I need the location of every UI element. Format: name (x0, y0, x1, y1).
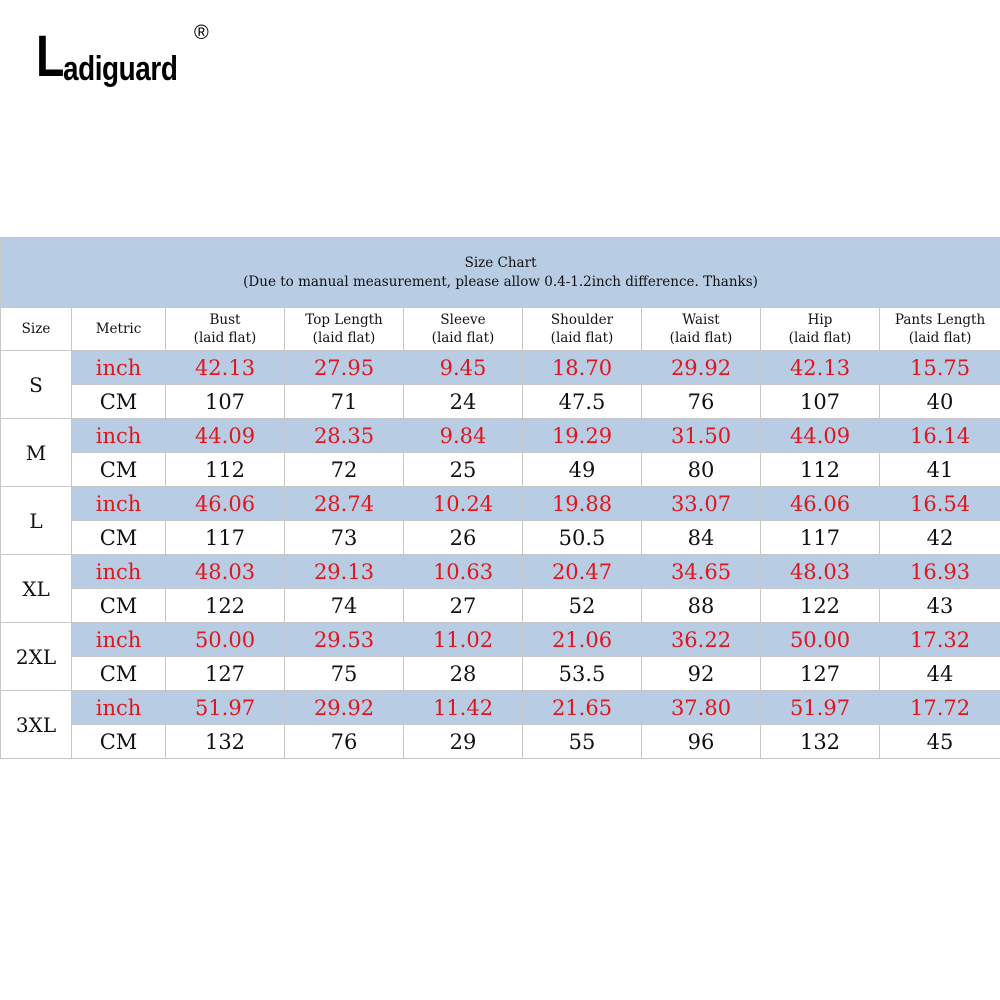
table-row-inch (1, 419, 1000, 453)
inch-value-cell: 28.35 (285, 419, 404, 453)
header-sublabel: (laid flat) (788, 330, 852, 346)
inch-value-cell: 15.75 (880, 351, 1000, 385)
size-label: M (1, 419, 72, 487)
metric-cm-label: CM (72, 657, 166, 691)
header-sublabel: (laid flat) (193, 330, 257, 346)
cm-value-cell: 72 (285, 453, 404, 487)
table-row-cm (1, 657, 1000, 691)
cm-value-cell: 25 (404, 453, 523, 487)
cm-value-cell: 24 (404, 385, 523, 419)
inch-value-cell: 50.00 (166, 623, 285, 657)
inch-value-cell: 29.92 (285, 691, 404, 725)
cm-value-cell: 44 (880, 657, 1000, 691)
header-shoulder (523, 308, 642, 351)
cm-value-cell: 117 (166, 521, 285, 555)
table-row-cm (1, 725, 1000, 759)
header-sublabel: (laid flat) (312, 330, 376, 346)
inch-value-cell: 31.50 (642, 419, 761, 453)
cm-value-cell: 74 (285, 589, 404, 623)
cm-value-cell: 127 (166, 657, 285, 691)
cm-value-cell: 55 (523, 725, 642, 759)
inch-value-cell: 19.29 (523, 419, 642, 453)
table-row-inch (1, 623, 1000, 657)
metric-inch-label: inch (72, 419, 166, 453)
cm-value-cell: 88 (642, 589, 761, 623)
metric-inch-label: inch (72, 691, 166, 725)
cm-value-cell: 117 (761, 521, 880, 555)
metric-inch-label: inch (72, 555, 166, 589)
inch-value-cell: 48.03 (761, 555, 880, 589)
inch-value-cell: 17.72 (880, 691, 1000, 725)
inch-value-cell: 29.53 (285, 623, 404, 657)
inch-value-cell: 10.63 (404, 555, 523, 589)
inch-value-cell: 46.06 (761, 487, 880, 521)
header-size (1, 308, 72, 351)
cm-value-cell: 49 (523, 453, 642, 487)
table-header-row (1, 308, 1000, 351)
size-label: 3XL (1, 691, 72, 759)
inch-value-cell: 9.45 (404, 351, 523, 385)
metric-cm-label: CM (72, 589, 166, 623)
cm-value-cell: 112 (166, 453, 285, 487)
cm-value-cell: 76 (642, 385, 761, 419)
cm-value-cell: 80 (642, 453, 761, 487)
table-row-inch (1, 351, 1000, 385)
inch-value-cell: 37.80 (642, 691, 761, 725)
cm-value-cell: 107 (761, 385, 880, 419)
cm-value-cell: 122 (761, 589, 880, 623)
inch-value-cell: 51.97 (761, 691, 880, 725)
header-label: Waist (682, 312, 720, 328)
cm-value-cell: 40 (880, 385, 1000, 419)
header-label: Hip (807, 312, 833, 328)
inch-value-cell: 18.70 (523, 351, 642, 385)
header-top-length (285, 308, 404, 351)
inch-value-cell: 16.93 (880, 555, 1000, 589)
header-label: Size (21, 321, 51, 337)
inch-value-cell: 16.14 (880, 419, 1000, 453)
cm-value-cell: 29 (404, 725, 523, 759)
inch-value-cell: 20.47 (523, 555, 642, 589)
cm-value-cell: 132 (761, 725, 880, 759)
header-label: Top Length (305, 312, 383, 328)
header-sublabel: (laid flat) (669, 330, 733, 346)
brand-logo (36, 22, 209, 98)
inch-value-cell: 42.13 (761, 351, 880, 385)
brand-initial: L (36, 24, 65, 89)
inch-value-cell: 11.02 (404, 623, 523, 657)
header-waist (642, 308, 761, 351)
cm-value-cell: 47.5 (523, 385, 642, 419)
cm-value-cell: 52 (523, 589, 642, 623)
inch-value-cell: 28.74 (285, 487, 404, 521)
metric-cm-label: CM (72, 385, 166, 419)
header-label: Metric (95, 321, 142, 337)
cm-value-cell: 73 (285, 521, 404, 555)
inch-value-cell: 33.07 (642, 487, 761, 521)
metric-cm-label: CM (72, 521, 166, 555)
size-label: 2XL (1, 623, 72, 691)
inch-value-cell: 44.09 (166, 419, 285, 453)
header-sublabel: (laid flat) (908, 330, 972, 346)
registered-mark: ® (194, 22, 209, 44)
header-sleeve (404, 308, 523, 351)
size-label: L (1, 487, 72, 555)
metric-cm-label: CM (72, 453, 166, 487)
cm-value-cell: 112 (761, 453, 880, 487)
cm-value-cell: 43 (880, 589, 1000, 623)
header-metric (72, 308, 166, 351)
inch-value-cell: 42.13 (166, 351, 285, 385)
size-label: S (1, 351, 72, 419)
cm-value-cell: 45 (880, 725, 1000, 759)
table-row-cm (1, 453, 1000, 487)
inch-value-cell: 11.42 (404, 691, 523, 725)
inch-value-cell: 21.06 (523, 623, 642, 657)
cm-value-cell: 132 (166, 725, 285, 759)
inch-value-cell: 27.95 (285, 351, 404, 385)
inch-value-cell: 10.24 (404, 487, 523, 521)
inch-value-cell: 29.13 (285, 555, 404, 589)
cm-value-cell: 75 (285, 657, 404, 691)
inch-value-cell: 29.92 (642, 351, 761, 385)
metric-inch-label: inch (72, 351, 166, 385)
table-row-cm (1, 521, 1000, 555)
inch-value-cell: 36.22 (642, 623, 761, 657)
table-title: Size Chart (464, 254, 537, 271)
cm-value-cell: 41 (880, 453, 1000, 487)
header-pants-length (880, 308, 1000, 351)
inch-value-cell: 17.32 (880, 623, 1000, 657)
cm-value-cell: 71 (285, 385, 404, 419)
inch-value-cell: 44.09 (761, 419, 880, 453)
cm-value-cell: 107 (166, 385, 285, 419)
cm-value-cell: 122 (166, 589, 285, 623)
cm-value-cell: 76 (285, 725, 404, 759)
cm-value-cell: 127 (761, 657, 880, 691)
size-label: XL (1, 555, 72, 623)
table-row-inch (1, 691, 1000, 725)
header-sublabel: (laid flat) (431, 330, 495, 346)
table-row-inch (1, 487, 1000, 521)
cm-value-cell: 92 (642, 657, 761, 691)
metric-cm-label: CM (72, 725, 166, 759)
cm-value-cell: 28 (404, 657, 523, 691)
header-hip (761, 308, 880, 351)
size-chart-table (0, 237, 1000, 759)
inch-value-cell: 50.00 (761, 623, 880, 657)
inch-value-cell: 16.54 (880, 487, 1000, 521)
table-title-row (1, 238, 1000, 308)
cm-value-cell: 50.5 (523, 521, 642, 555)
table-subtitle: (Due to manual measurement, please allow 0.4-1.2inch difference. Thanks) (243, 273, 758, 290)
inch-value-cell: 19.88 (523, 487, 642, 521)
table-title-cell (1, 238, 1000, 308)
metric-inch-label: inch (72, 487, 166, 521)
cm-value-cell: 84 (642, 521, 761, 555)
brand-name: adiguard (63, 50, 178, 88)
cm-value-cell: 96 (642, 725, 761, 759)
header-label: Sleeve (440, 312, 486, 328)
cm-value-cell: 42 (880, 521, 1000, 555)
cm-value-cell: 26 (404, 521, 523, 555)
metric-inch-label: inch (72, 623, 166, 657)
table-row-cm (1, 589, 1000, 623)
table-row-inch (1, 555, 1000, 589)
header-label: Bust (209, 312, 241, 328)
cm-value-cell: 27 (404, 589, 523, 623)
header-label: Shoulder (550, 312, 614, 328)
inch-value-cell: 21.65 (523, 691, 642, 725)
inch-value-cell: 34.65 (642, 555, 761, 589)
cm-value-cell: 53.5 (523, 657, 642, 691)
table-row-cm (1, 385, 1000, 419)
inch-value-cell: 46.06 (166, 487, 285, 521)
inch-value-cell: 51.97 (166, 691, 285, 725)
inch-value-cell: 9.84 (404, 419, 523, 453)
header-sublabel: (laid flat) (550, 330, 614, 346)
inch-value-cell: 48.03 (166, 555, 285, 589)
header-label: Pants Length (894, 312, 986, 328)
header-bust (166, 308, 285, 351)
